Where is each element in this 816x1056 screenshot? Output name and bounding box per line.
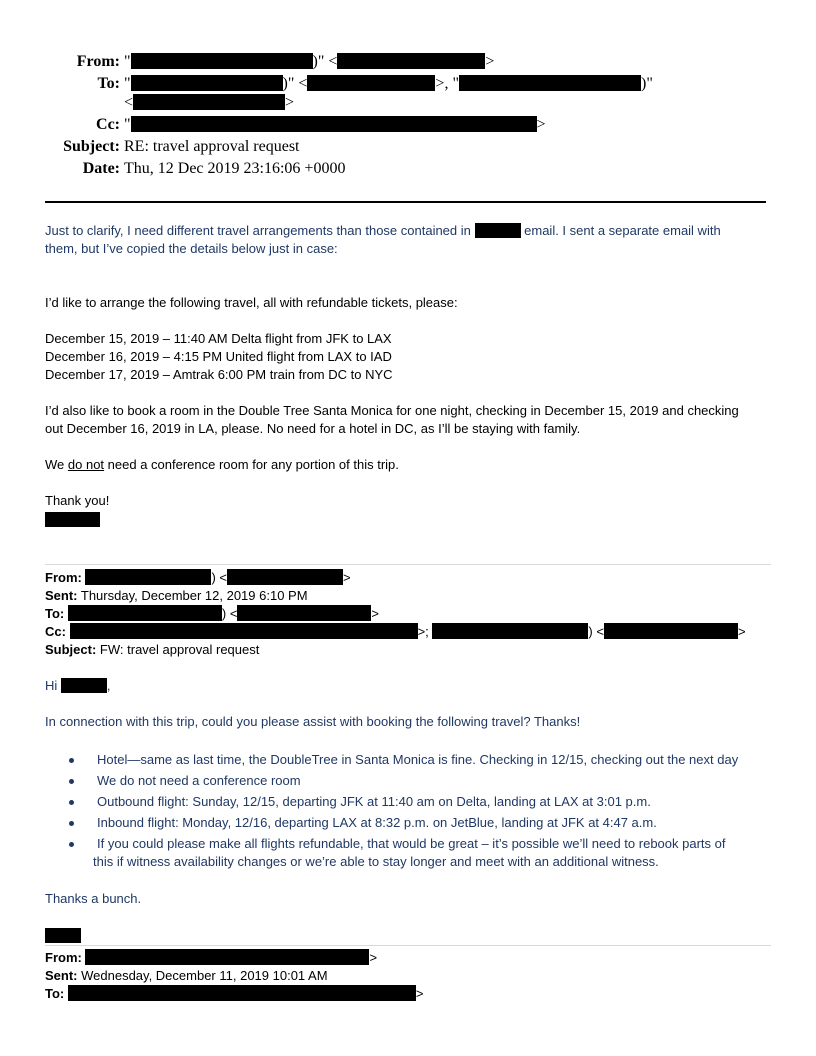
list-item <box>45 793 765 811</box>
fwd1-to-label: To: <box>45 606 65 621</box>
to-value: " )" < >, " )" <box>124 75 653 92</box>
hotel-line: out December 16, 2019 in LA, please. No need for a hotel in DC, as I’ll be staying with family. <box>45 421 581 436</box>
fwd2-to-line: To: > <box>45 986 424 1001</box>
header-divider <box>45 201 766 203</box>
conf-emphasis: do not <box>67 457 105 472</box>
fwd1-sent-line <box>45 587 308 605</box>
clarify-text-b: email. I sent a separate email with <box>524 223 721 238</box>
subject-value: RE: travel approval request <box>124 138 300 155</box>
bullet-text: Inbound flight: Monday, 12/16, departing LAX at 8:32 p.m. on JetBlue, landing at JFK at 4:47 a.m. <box>97 815 657 830</box>
to-label: To: <box>97 75 120 92</box>
trip-item: December 17, 2019 – Amtrak 6:00 PM train from DC to NYC <box>45 367 393 382</box>
fwd2-sent-value: Wednesday, December 11, 2019 10:01 AM <box>81 968 328 983</box>
date-label: Date: <box>82 160 120 177</box>
redacted-name <box>475 223 521 238</box>
fwd1-subject-line <box>45 641 259 659</box>
bullet-icon <box>69 758 74 763</box>
bullet-text: If you could please make all flights refundable, that would be great – it’s possible we’ll need to rebook parts of <box>97 836 726 851</box>
list-item <box>45 814 765 832</box>
from-label: From: <box>76 53 120 70</box>
trip-item: December 15, 2019 – 11:40 AM Delta flight from JFK to LAX <box>45 331 392 346</box>
redacted-signature <box>45 928 81 943</box>
forward-divider <box>45 564 771 565</box>
to-value-cont: < > <box>124 94 295 111</box>
bullet-icon <box>69 821 74 826</box>
fwd2-from-label: From: <box>45 950 82 965</box>
list-item <box>45 772 765 790</box>
list-item <box>45 751 765 769</box>
redacted-signature <box>45 512 100 527</box>
thanks-text: Thank you! <box>45 493 110 508</box>
fwd1-cc-line: Cc: >; ) < > <box>45 624 746 639</box>
subject-label: Subject: <box>63 138 120 155</box>
fwd2-sent-line <box>45 967 328 985</box>
list-item <box>45 835 765 871</box>
fwd2-from-line: From: > <box>45 950 378 965</box>
fwd1-to-line: To: ) < > <box>45 606 380 621</box>
from-value: " )" < > <box>124 53 495 70</box>
fwd1-from-label: From: <box>45 570 82 585</box>
bullet-icon <box>69 800 74 805</box>
fwd1-sent-value: Thursday, December 12, 2019 6:10 PM <box>80 588 308 603</box>
intro-text: I’d like to arrange the following travel, all with refundable tickets, please: <box>45 295 458 310</box>
bullet-icon <box>69 842 74 847</box>
bullet-text: Outbound flight: Sunday, 12/15, departing JFK at 11:40 am on Delta, landing at LAX at 3:01 p.m. <box>97 794 651 809</box>
bullet-text: We do not need a conference room <box>97 773 301 788</box>
forward-divider <box>45 945 771 946</box>
conference-note <box>45 456 399 474</box>
hotel-paragraph <box>45 402 775 438</box>
travel-bullet-list <box>45 751 765 874</box>
conf-text-c: need a conference room for any portion of this trip. <box>107 457 399 472</box>
fwd1-signoff: Thanks a bunch. <box>45 891 142 906</box>
fwd1-sent-label: Sent: <box>45 588 78 603</box>
fwd1-cc-label: Cc: <box>45 624 66 639</box>
cc-value: " > <box>124 116 546 133</box>
clarify-paragraph <box>45 222 765 258</box>
date-value: Thu, 12 Dec 2019 23:16:06 +0000 <box>124 160 346 177</box>
greeting-text: Hi <box>45 678 58 693</box>
conf-text-a: We <box>45 457 65 472</box>
cc-label: Cc: <box>96 116 120 133</box>
fwd1-greeting: Hi , <box>45 678 111 693</box>
fwd2-to-label: To: <box>45 986 65 1001</box>
bullet-text-cont: this if witness availability changes or we’re able to stay longer and meet with an additional witness. <box>93 854 659 869</box>
redacted-name <box>61 678 107 693</box>
trip-list <box>45 330 393 384</box>
fwd1-subject-label: Subject: <box>45 642 97 657</box>
clarify-text-c: them, but I’ve copied the details below just in case: <box>45 241 338 256</box>
trip-item: December 16, 2019 – 4:15 PM United flight from LAX to IAD <box>45 349 392 364</box>
fwd1-request: In connection with this trip, could you please assist with booking the following travel? Thanks! <box>45 714 581 729</box>
fwd1-from-line: From: ) < > <box>45 570 351 585</box>
clarify-text-a: Just to clarify, I need different travel arrangements than those contained in <box>45 223 471 238</box>
fwd1-subject-value: FW: travel approval request <box>99 642 260 657</box>
hotel-line: I’d also like to book a room in the Double Tree Santa Monica for one night, checking in December 15, 2019 and checking <box>45 403 739 418</box>
bullet-icon <box>69 779 74 784</box>
fwd2-sent-label: Sent: <box>45 968 78 983</box>
bullet-text: Hotel—same as last time, the DoubleTree in Santa Monica is fine. Checking in 12/15, checking out the next day <box>97 752 739 767</box>
